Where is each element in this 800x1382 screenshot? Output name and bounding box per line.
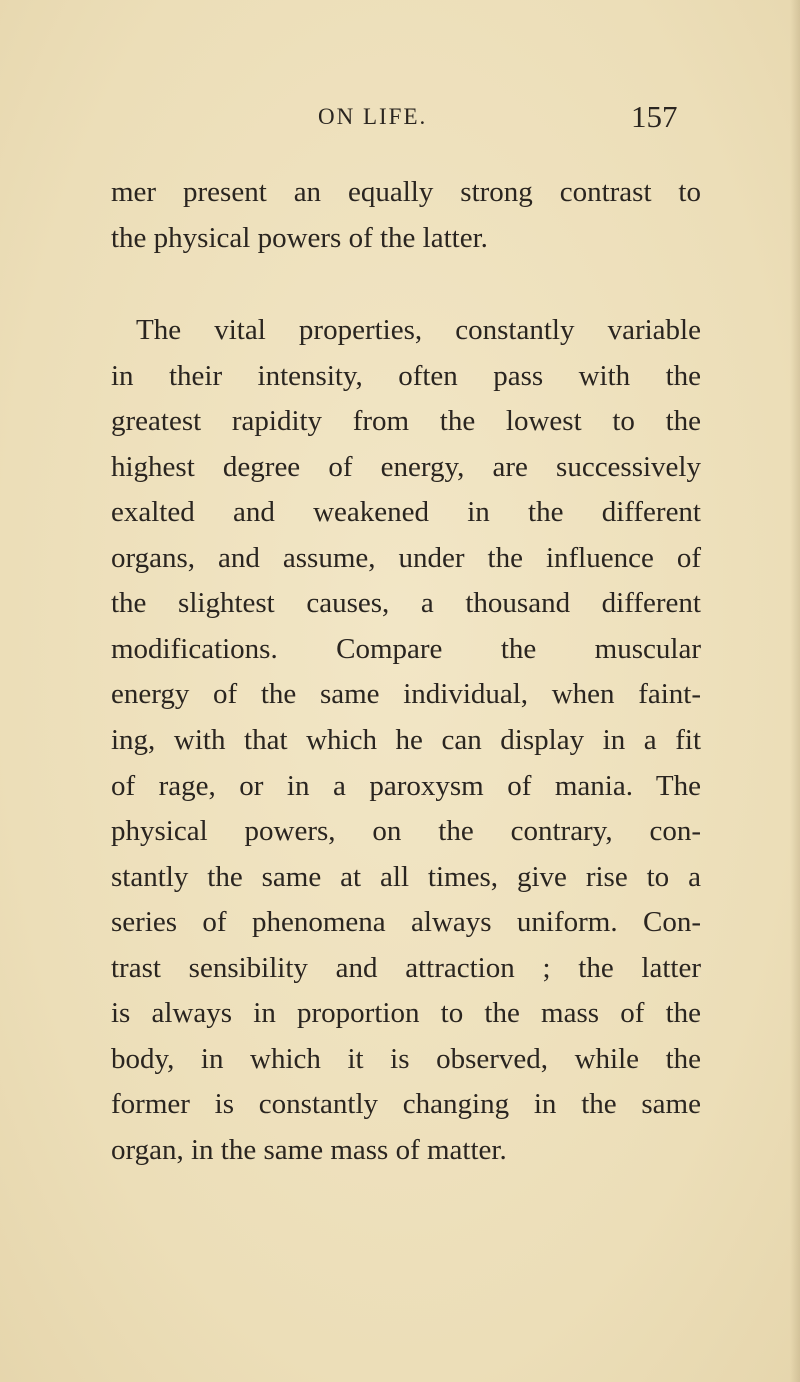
text-line: of rage, or in a paroxysm of mania. The: [111, 769, 701, 802]
text-line: mer present an equally strong contrast to: [111, 176, 701, 208]
text-line: The vital properties, constantly variable: [136, 314, 701, 347]
page-number: 157: [631, 99, 678, 134]
text-line: greatest rapidity from the lowest to the: [111, 405, 701, 438]
page-edge-shadow: [790, 0, 800, 1382]
text-line: physical powers, on the contrary, con-: [111, 815, 701, 848]
text-line: the physical powers of the latter.: [111, 221, 488, 254]
text-line: the slightest causes, a thousand different: [111, 587, 701, 620]
text-line: organs, and assume, under the influence of: [111, 541, 701, 574]
text-line: in their intensity, often pass with the: [111, 359, 701, 392]
text-line: highest degree of energy, are successively: [111, 450, 701, 483]
paragraph-2: [111, 308, 701, 1173]
text-line: energy of the same individual, when faint-: [111, 678, 701, 711]
text-line: stantly the same at all times, give rise to a: [111, 860, 701, 893]
text-line: ing, with that which he can display in a fit: [111, 724, 701, 757]
text-line: is always in proportion to the mass of the: [111, 997, 701, 1030]
paragraph-gap: [111, 261, 701, 308]
text-line: organ, in the same mass of matter.: [111, 1133, 507, 1166]
text-line: modifications. Compare the muscular: [111, 632, 701, 665]
text-line: trast sensibility and attraction ; the latter: [111, 951, 701, 984]
text-line: former is constantly changing in the same: [111, 1088, 701, 1121]
text-line: exalted and weakened in the different: [111, 496, 701, 529]
body-text: [111, 170, 701, 1173]
text-line: body, in which it is observed, while the: [111, 1042, 701, 1075]
running-head: ON LIFE.: [318, 104, 428, 129]
paragraph-1: [111, 170, 701, 261]
text-line: series of phenomena always uniform. Con-: [111, 906, 701, 939]
